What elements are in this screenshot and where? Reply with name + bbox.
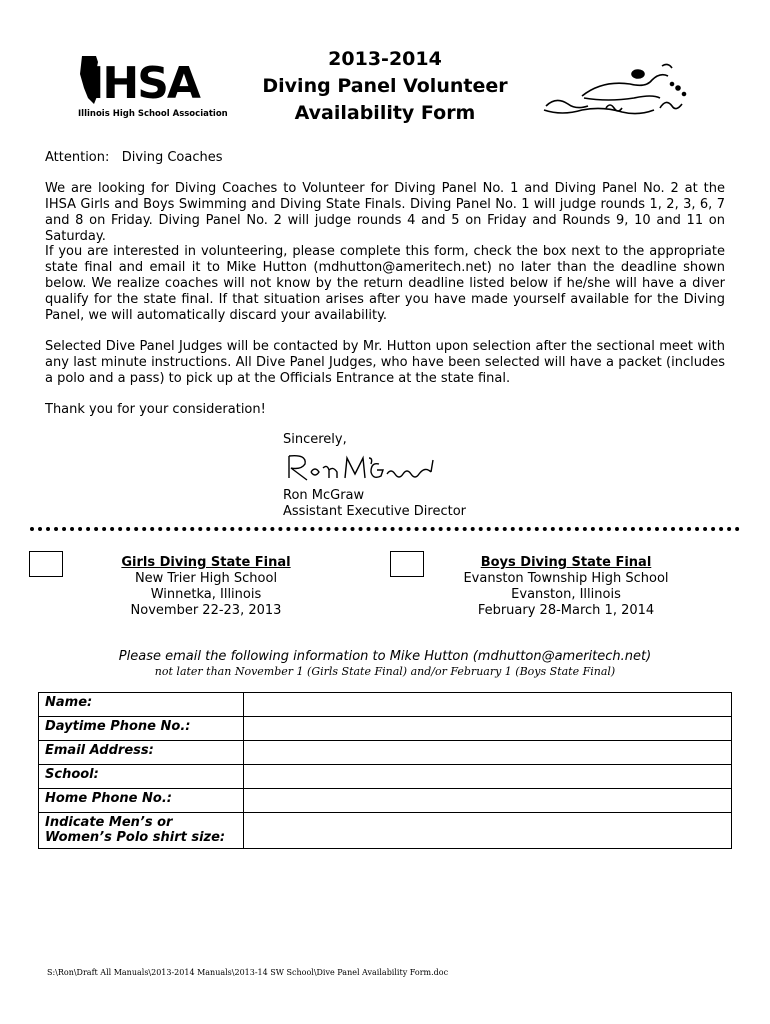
table-row [39, 717, 732, 741]
email-instruction: Please email the following information to Mike Hutton (mdhutton@ameritech.net) [118, 649, 652, 664]
footer-file-path: S:\Ron\Draft All Manuals\2013-2014 Manuals\2013-14 SW School\Dive Panel Availability Form.doc [47, 968, 449, 977]
signer-name: Ron McGraw [283, 488, 365, 503]
field-input-name[interactable] [244, 693, 732, 717]
girls-final-heading: Girls Diving State Final [121, 555, 291, 570]
field-label-name: Name: [39, 693, 244, 717]
field-input-email[interactable] [244, 741, 732, 765]
field-input-daytime-phone[interactable] [244, 717, 732, 741]
boys-final-dates: February 28-March 1, 2014 [477, 603, 655, 618]
girls-final-dates: November 22-23, 2013 [130, 603, 282, 618]
field-label-polo-size: Indicate Men’s or Women’s Polo shirt size: [39, 813, 244, 849]
boys-final-info [436, 555, 696, 619]
table-row [39, 813, 732, 849]
title-year: 2013-2014 [328, 48, 442, 70]
ihsa-logo [76, 52, 228, 122]
boys-final-school: Evanston Township High School [463, 571, 669, 586]
dotted-divider [30, 527, 740, 531]
girls-final-info [76, 555, 336, 619]
title-line2: Diving Panel Volunteer [262, 75, 508, 97]
table-row [39, 693, 732, 717]
attention-line: Attention: Diving Coaches [45, 150, 223, 165]
table-row [39, 789, 732, 813]
paragraph-selection: Selected Dive Panel Judges will be contacted by Mr. Hutton upon selection after the sectional meet with any last minute instructions. All Dive Panel Judges, who have been selected will have a packet (includes a polo and a pass) to pick up at the Officials Entrance at the state final. [45, 339, 725, 386]
table-row [39, 765, 732, 789]
paragraph-intro: We are looking for Diving Coaches to Volunteer for Diving Panel No. 1 and Diving Panel No. 2 at the IHSA Girls and Boys Swimming and Diving State Finals. Diving Panel No. 1 will judge rounds 1, 2, 3, 6, 7 and 8 on Friday. Diving Panel No. 2 will judge rounds 4 and 5 on Friday and Rounds 9, 10 and 11 on Saturday. [45, 181, 725, 244]
field-input-polo-size[interactable] [244, 813, 732, 849]
boys-final-heading: Boys Diving State Final [480, 555, 652, 570]
field-label-home-phone: Home Phone No.: [39, 789, 244, 813]
closing-sincerely: Sincerely, [283, 432, 347, 447]
diver-illustration [542, 58, 692, 128]
logo-subtext: Illinois High School Association [78, 109, 228, 119]
email-deadline: not later than November 1 (Girls State Final) and/or February 1 (Boys State Final) [154, 665, 616, 678]
paragraph-instructions: If you are interested in volunteering, please complete this form, check the box next to the appropriate state final and email it to Mike Hutton (mdhutton@ameritech.net) no later than the deadline shown below. We realize coaches will not know by the return deadline listed below if he/she will have a diver qualify for the state final. If that situation arises after you have made yourself available for the Diving Panel, we will automatically discard your availability. [45, 244, 725, 323]
field-input-home-phone[interactable] [244, 789, 732, 813]
field-label-school: School: [39, 765, 244, 789]
boys-final-city: Evanston, Illinois [511, 587, 621, 602]
signature [283, 450, 453, 486]
field-label-daytime-phone: Daytime Phone No.: [39, 717, 244, 741]
logo-text: IHSA [88, 58, 199, 109]
form-title [250, 46, 520, 127]
girls-final-city: Winnetka, Illinois [150, 587, 262, 602]
girls-final-checkbox[interactable] [29, 551, 63, 577]
paragraph-thanks: Thank you for your consideration! [45, 402, 266, 417]
volunteer-info-table [38, 692, 732, 849]
table-row [39, 741, 732, 765]
boys-final-checkbox[interactable] [390, 551, 424, 577]
girls-final-school: New Trier High School [134, 571, 278, 586]
signer-role: Assistant Executive Director [283, 504, 467, 519]
field-input-school[interactable] [244, 765, 732, 789]
field-label-email: Email Address: [39, 741, 244, 765]
title-line3: Availability Form [294, 102, 476, 124]
